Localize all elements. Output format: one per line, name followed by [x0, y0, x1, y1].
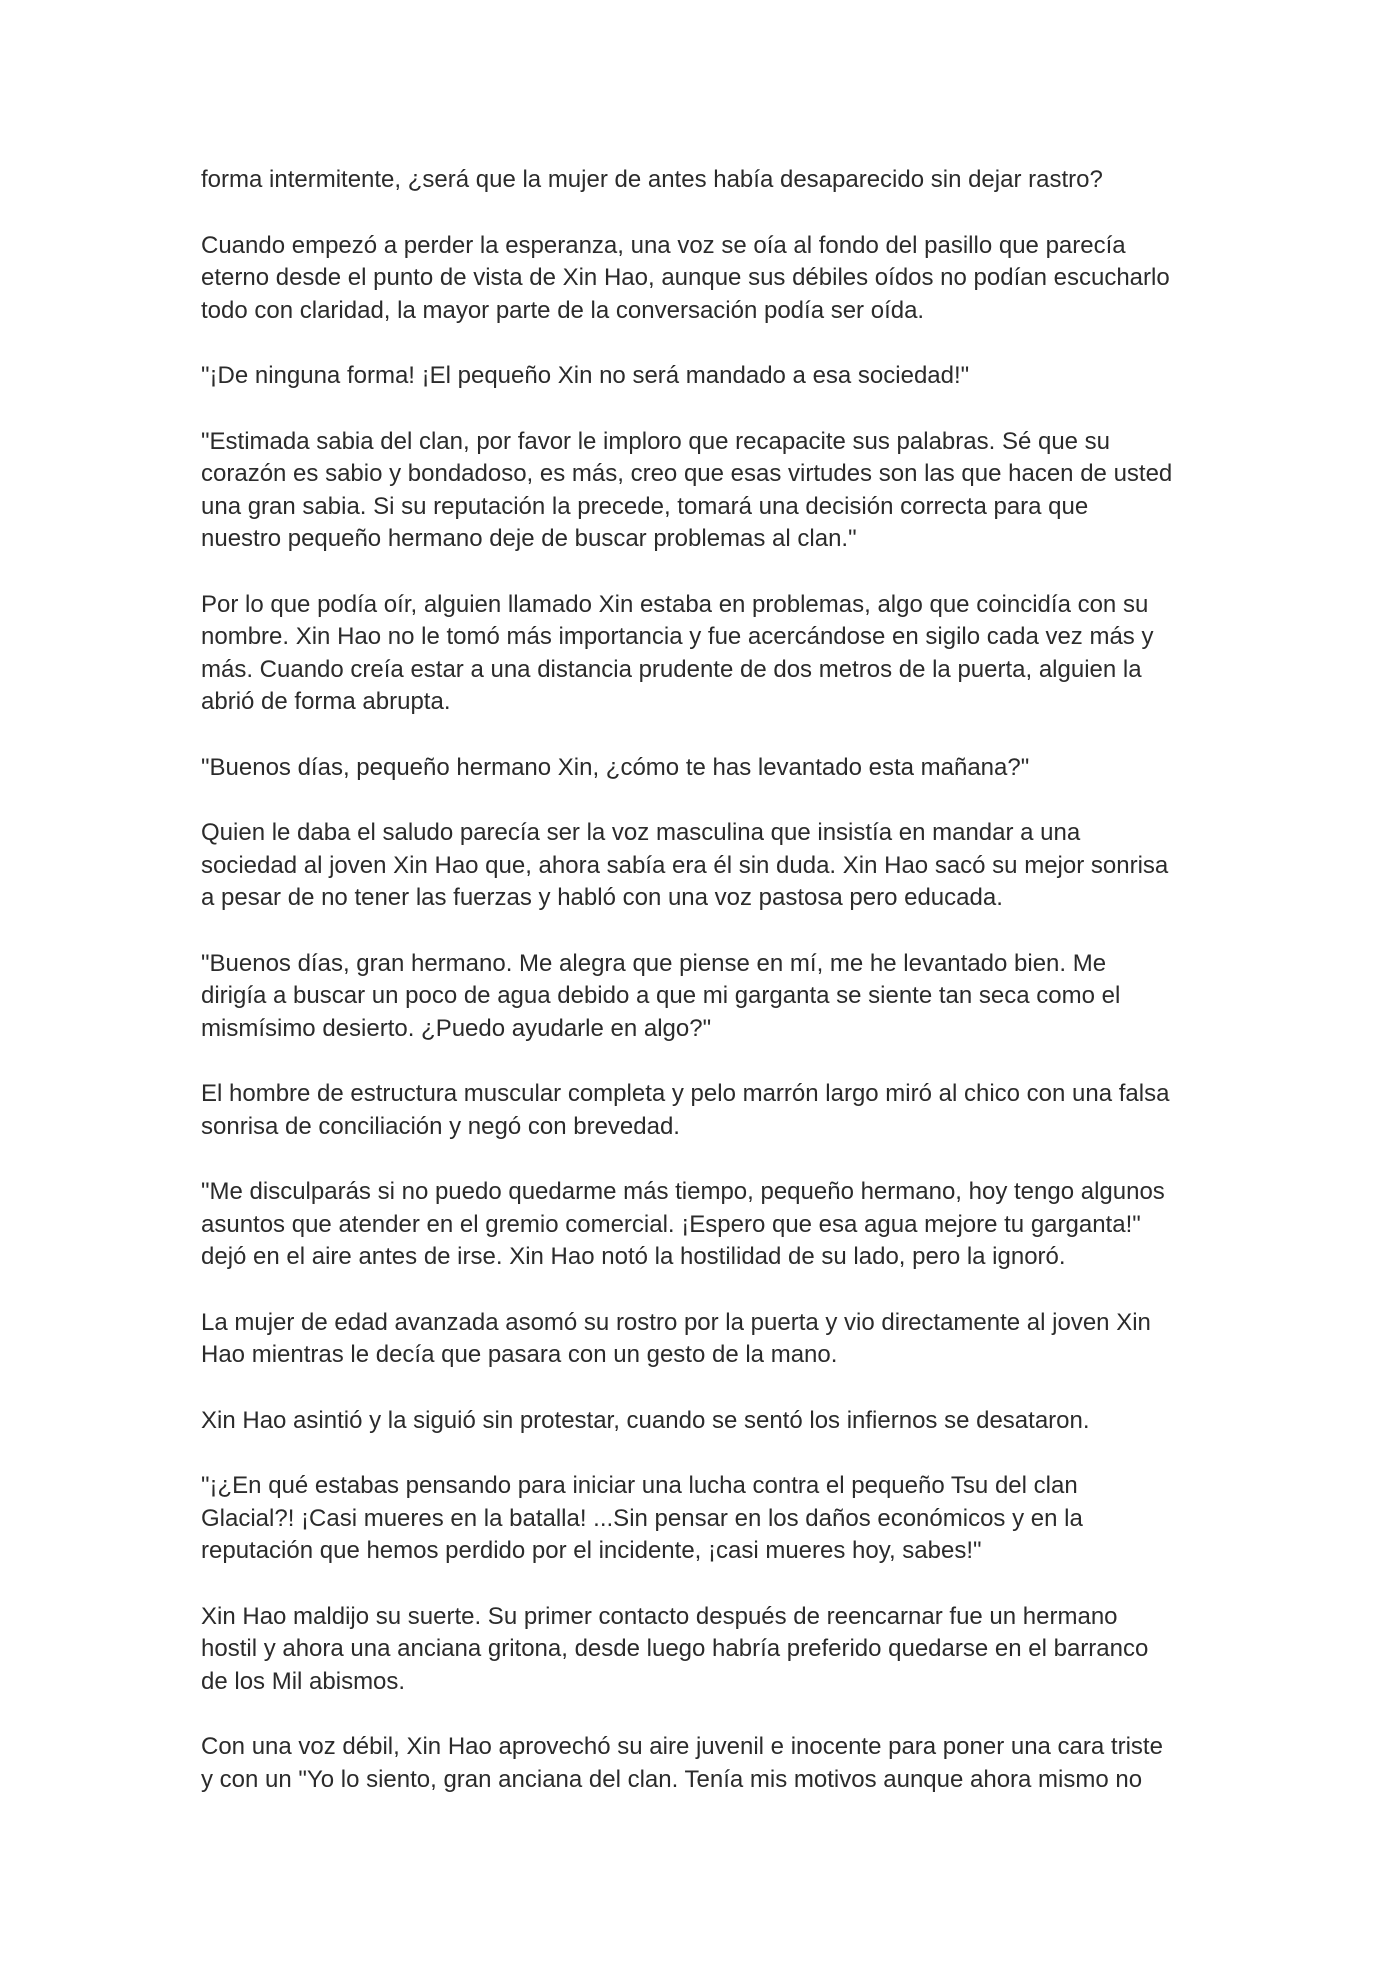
paragraph: Quien le daba el saludo parecía ser la voz masculina que insistía en mandar a una sociedad al joven Xin Hao que, ahora sabía era él sin duda. Xin Hao sacó su mejor sonrisa a pesar de no tener las fuerzas y habló con una voz pastosa pero educada. [201, 819, 1169, 911]
paragraph: Xin Hao asintió y la siguió sin protestar, cuando se sentó los infiernos se desataron. [201, 1406, 1090, 1434]
paragraph: forma intermitente, ¿será que la mujer de antes había desaparecido sin dejar rastro? [201, 166, 1103, 193]
paragraph: "¡De ninguna forma! ¡El pequeño Xin no será mandado a esa sociedad!" [201, 362, 970, 389]
paragraph: Con una voz débil, Xin Hao aprovechó su aire juvenil e inocente para poner una cara triste y con un "Yo lo siento, gran anciana del clan. Tenía mis motivos aunque ahora mismo no [201, 1733, 1163, 1793]
paragraph: Cuando empezó a perder la esperanza, una voz se oía al fondo del pasillo que parecía eterno desde el punto de vista de Xin Hao, aunque sus débiles oídos no podían escucharlo todo con claridad, la mayor parte de la conversación podía ser oída. [201, 231, 1170, 324]
document-body [201, 164, 1211, 1796]
paragraph: "Buenos días, gran hermano. Me alegra que piense en mí, me he levantado bien. Me dirigía a buscar un poco de agua debido a que mi garganta se siente tan seca como el mismísimo desierto. ¿Puedo ayudarle en algo?" [201, 949, 1121, 1042]
paragraph: "Estimada sabia del clan, por favor le imploro que recapacite sus palabras. Sé que su corazón es sabio y bondadoso, es más, creo que esas virtudes son las que hacen de usted una gran sabia. Si su reputación la precede, tomará una decisión correcta para que nuestro pequeño hermano deje de buscar problemas al clan." [201, 427, 1173, 552]
paragraph: "¡¿En qué estabas pensando para iniciar una lucha contra el pequeño Tsu del clan Glacial?! ¡Casi mueres en la batalla! ...Sin pensar en los daños económicos y en la reputación que hemos perdido por el incidente, ¡casi mueres hoy, sabes!" [201, 1472, 1083, 1564]
paragraph: Xin Hao maldijo su suerte. Su primer contacto después de reencarnar fue un hermano hostil y ahora una anciana gritona, desde luego habría preferido quedarse en el barranco de los Mil abismos. [201, 1602, 1149, 1695]
paragraph: La mujer de edad avanzada asomó su rostro por la puerta y vio directamente al joven Xin Hao mientras le decía que pasara con un gesto de la mano. [201, 1308, 1151, 1368]
paragraph: Por lo que podía oír, alguien llamado Xin estaba en problemas, algo que coincidía con su nombre. Xin Hao no le tomó más importancia y fue acercándose en sigilo cada vez más y más. Cuando creía estar a una distancia prudente de dos metros de la puerta, alguien la abrió de forma abrupta. [201, 590, 1154, 715]
paragraph: "Buenos días, pequeño hermano Xin, ¿cómo te has levantado esta mañana?" [201, 753, 1030, 781]
paragraph: "Me disculparás si no puedo quedarme más tiempo, pequeño hermano, hoy tengo algunos asuntos que atender en el gremio comercial. ¡Espero que esa agua mejore tu garganta!" dejó en el aire antes de irse. Xin Hao notó la hostilidad de su lado, pero la ignoró. [201, 1178, 1165, 1270]
paragraph: El hombre de estructura muscular completa y pelo marrón largo miró al chico con una falsa sonrisa de conciliación y negó con brevedad. [201, 1080, 1170, 1140]
